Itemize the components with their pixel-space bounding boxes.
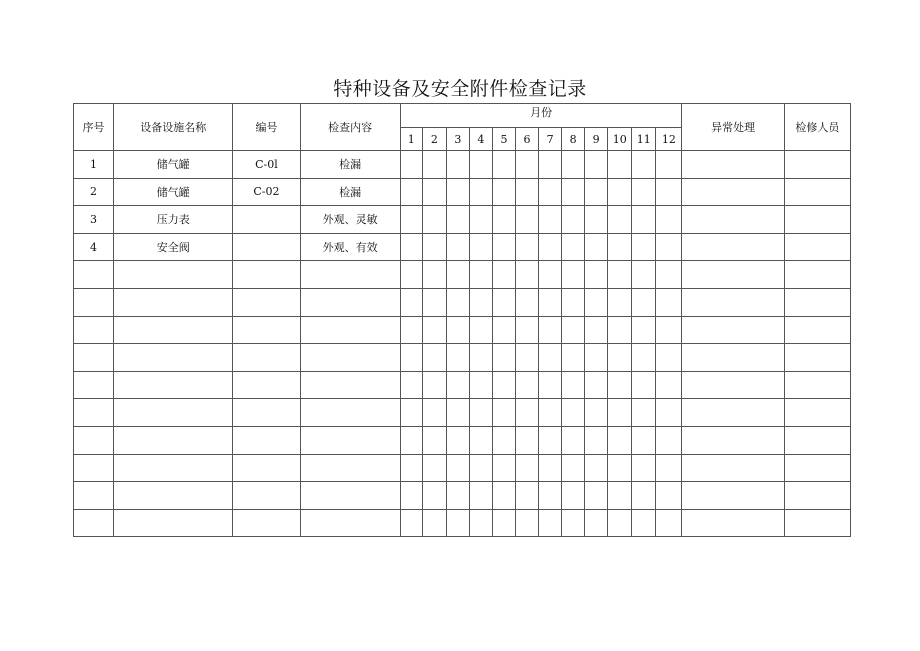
cell-inspector (784, 344, 850, 372)
cell-inspector (784, 426, 850, 454)
cell-month-5 (492, 261, 515, 289)
cell-month-2 (422, 344, 446, 372)
cell-code (233, 371, 300, 399)
cell-month-5 (492, 399, 515, 427)
cell-month-6 (516, 178, 539, 206)
cell-month-3 (446, 509, 469, 537)
cell-inspection-content: 外观、有效 (300, 233, 400, 261)
cell-month-1 (400, 399, 422, 427)
cell-month-10 (608, 288, 632, 316)
cell-code (233, 261, 300, 289)
cell-month-8 (562, 399, 585, 427)
cell-month-9 (585, 371, 608, 399)
cell-month-6 (516, 288, 539, 316)
cell-month-6 (516, 233, 539, 261)
cell-abnormal-handling (682, 399, 784, 427)
cell-month-6 (516, 454, 539, 482)
cell-month-10 (608, 426, 632, 454)
cell-month-2 (422, 454, 446, 482)
cell-seq: 3 (74, 206, 114, 234)
cell-inspection-content (300, 426, 400, 454)
cell-inspection-content (300, 288, 400, 316)
cell-month-3 (446, 316, 469, 344)
cell-month-2 (422, 482, 446, 510)
header-month-8: 8 (562, 128, 585, 151)
cell-month-8 (562, 482, 585, 510)
cell-abnormal-handling (682, 288, 784, 316)
cell-month-5 (492, 371, 515, 399)
header-month-9: 9 (585, 128, 608, 151)
cell-month-10 (608, 482, 632, 510)
cell-inspector (784, 288, 850, 316)
header-inspection-content: 检查内容 (300, 104, 400, 151)
cell-month-5 (492, 178, 515, 206)
cell-month-1 (400, 261, 422, 289)
table-row (74, 371, 851, 399)
cell-month-6 (516, 316, 539, 344)
cell-month-4 (469, 482, 492, 510)
cell-month-3 (446, 178, 469, 206)
cell-inspection-content: 外观、灵敏 (300, 206, 400, 234)
cell-month-11 (632, 454, 656, 482)
cell-inspection-content (300, 261, 400, 289)
cell-month-2 (422, 371, 446, 399)
cell-month-10 (608, 206, 632, 234)
cell-month-9 (585, 399, 608, 427)
cell-month-10 (608, 233, 632, 261)
header-month-6: 6 (516, 128, 539, 151)
cell-inspector (784, 482, 850, 510)
cell-month-5 (492, 206, 515, 234)
cell-facility-name: 安全阀 (114, 233, 233, 261)
cell-month-8 (562, 426, 585, 454)
cell-month-1 (400, 178, 422, 206)
cell-month-12 (656, 233, 682, 261)
cell-month-8 (562, 371, 585, 399)
cell-facility-name (114, 399, 233, 427)
cell-inspection-content (300, 454, 400, 482)
cell-abnormal-handling (682, 509, 784, 537)
cell-month-3 (446, 426, 469, 454)
table-header (74, 104, 851, 151)
header-month-3: 3 (446, 128, 469, 151)
cell-month-1 (400, 482, 422, 510)
cell-month-10 (608, 151, 632, 179)
cell-month-11 (632, 233, 656, 261)
cell-abnormal-handling (682, 233, 784, 261)
table-row (74, 206, 851, 234)
cell-month-7 (539, 344, 562, 372)
cell-abnormal-handling (682, 426, 784, 454)
cell-month-3 (446, 399, 469, 427)
cell-inspector (784, 399, 850, 427)
cell-month-1 (400, 288, 422, 316)
cell-facility-name (114, 316, 233, 344)
cell-month-10 (608, 316, 632, 344)
cell-month-7 (539, 482, 562, 510)
cell-month-12 (656, 426, 682, 454)
cell-month-7 (539, 426, 562, 454)
cell-month-1 (400, 206, 422, 234)
table-row (74, 482, 851, 510)
cell-month-4 (469, 206, 492, 234)
cell-month-5 (492, 482, 515, 510)
cell-month-8 (562, 509, 585, 537)
header-month-1: 1 (400, 128, 422, 151)
cell-month-11 (632, 261, 656, 289)
cell-month-2 (422, 151, 446, 179)
cell-facility-name (114, 344, 233, 372)
cell-facility-name: 储气罐 (114, 178, 233, 206)
cell-month-10 (608, 178, 632, 206)
cell-month-1 (400, 371, 422, 399)
cell-inspection-content: 检漏 (300, 178, 400, 206)
cell-month-10 (608, 371, 632, 399)
cell-facility-name (114, 261, 233, 289)
cell-month-11 (632, 399, 656, 427)
cell-inspector (784, 206, 850, 234)
cell-month-6 (516, 261, 539, 289)
cell-month-12 (656, 261, 682, 289)
page-title: 特种设备及安全附件检查记录 (333, 78, 587, 100)
table-row (74, 261, 851, 289)
header-abnormal-handling: 异常处理 (682, 104, 784, 151)
cell-month-12 (656, 288, 682, 316)
cell-month-10 (608, 454, 632, 482)
cell-month-11 (632, 178, 656, 206)
cell-facility-name: 压力表 (114, 206, 233, 234)
cell-seq (74, 454, 114, 482)
cell-month-5 (492, 233, 515, 261)
table-row (74, 426, 851, 454)
cell-abnormal-handling (682, 178, 784, 206)
cell-month-11 (632, 509, 656, 537)
cell-seq: 4 (74, 233, 114, 261)
cell-facility-name (114, 426, 233, 454)
cell-month-5 (492, 426, 515, 454)
cell-month-9 (585, 206, 608, 234)
cell-month-7 (539, 399, 562, 427)
cell-month-7 (539, 371, 562, 399)
cell-inspector (784, 316, 850, 344)
cell-month-4 (469, 151, 492, 179)
cell-month-8 (562, 178, 585, 206)
table-row (74, 233, 851, 261)
cell-month-11 (632, 482, 656, 510)
cell-month-10 (608, 509, 632, 537)
cell-month-2 (422, 509, 446, 537)
cell-month-1 (400, 509, 422, 537)
cell-month-2 (422, 178, 446, 206)
cell-month-11 (632, 151, 656, 179)
cell-code (233, 344, 300, 372)
cell-code (233, 233, 300, 261)
table-body (74, 151, 851, 537)
header-month-11: 11 (632, 128, 656, 151)
cell-month-12 (656, 482, 682, 510)
cell-code (233, 316, 300, 344)
cell-month-11 (632, 371, 656, 399)
cell-facility-name (114, 371, 233, 399)
cell-month-3 (446, 344, 469, 372)
cell-month-11 (632, 206, 656, 234)
cell-month-12 (656, 206, 682, 234)
cell-facility-name (114, 288, 233, 316)
cell-inspector (784, 261, 850, 289)
cell-abnormal-handling (682, 316, 784, 344)
cell-code (233, 426, 300, 454)
cell-month-6 (516, 371, 539, 399)
cell-month-8 (562, 151, 585, 179)
cell-month-4 (469, 371, 492, 399)
cell-month-8 (562, 233, 585, 261)
cell-seq (74, 288, 114, 316)
cell-month-2 (422, 316, 446, 344)
cell-abnormal-handling (682, 261, 784, 289)
cell-month-9 (585, 233, 608, 261)
cell-month-2 (422, 426, 446, 454)
header-facility-name: 设备设施名称 (114, 104, 233, 151)
cell-code (233, 482, 300, 510)
cell-inspector (784, 233, 850, 261)
cell-facility-name (114, 482, 233, 510)
cell-abnormal-handling (682, 371, 784, 399)
header-inspector: 检修人员 (784, 104, 850, 151)
cell-seq (74, 399, 114, 427)
cell-abnormal-handling (682, 482, 784, 510)
cell-month-11 (632, 344, 656, 372)
cell-month-6 (516, 151, 539, 179)
cell-month-9 (585, 178, 608, 206)
cell-month-6 (516, 206, 539, 234)
cell-facility-name: 储气罐 (114, 151, 233, 179)
table-row (74, 509, 851, 537)
cell-month-7 (539, 233, 562, 261)
cell-abnormal-handling (682, 151, 784, 179)
cell-month-5 (492, 344, 515, 372)
cell-inspector (784, 509, 850, 537)
cell-seq (74, 482, 114, 510)
cell-code (233, 399, 300, 427)
cell-month-10 (608, 399, 632, 427)
cell-month-12 (656, 454, 682, 482)
cell-month-9 (585, 344, 608, 372)
header-month-4: 4 (469, 128, 492, 151)
cell-seq (74, 344, 114, 372)
cell-month-12 (656, 344, 682, 372)
cell-facility-name (114, 509, 233, 537)
cell-month-6 (516, 482, 539, 510)
cell-month-1 (400, 151, 422, 179)
cell-month-8 (562, 344, 585, 372)
cell-inspection-content (300, 482, 400, 510)
cell-month-1 (400, 344, 422, 372)
cell-month-8 (562, 288, 585, 316)
cell-inspection-content (300, 509, 400, 537)
cell-month-4 (469, 344, 492, 372)
cell-month-5 (492, 454, 515, 482)
cell-month-10 (608, 344, 632, 372)
cell-facility-name (114, 454, 233, 482)
cell-month-11 (632, 316, 656, 344)
cell-month-2 (422, 233, 446, 261)
cell-month-1 (400, 426, 422, 454)
cell-seq: 2 (74, 178, 114, 206)
cell-month-5 (492, 509, 515, 537)
cell-month-1 (400, 316, 422, 344)
cell-month-7 (539, 151, 562, 179)
cell-month-4 (469, 399, 492, 427)
cell-month-2 (422, 399, 446, 427)
header-month-group: 月份 (400, 104, 682, 128)
cell-month-3 (446, 261, 469, 289)
cell-month-12 (656, 509, 682, 537)
cell-inspector (784, 151, 850, 179)
cell-month-4 (469, 316, 492, 344)
header-seq: 序号 (74, 104, 114, 151)
header-month-10: 10 (608, 128, 632, 151)
cell-abnormal-handling (682, 454, 784, 482)
cell-month-7 (539, 206, 562, 234)
cell-inspector (784, 371, 850, 399)
cell-month-2 (422, 206, 446, 234)
cell-code: C-0l (233, 151, 300, 179)
cell-month-5 (492, 288, 515, 316)
cell-inspection-content (300, 371, 400, 399)
table-row (74, 288, 851, 316)
cell-month-2 (422, 288, 446, 316)
cell-month-9 (585, 316, 608, 344)
header-month-7: 7 (539, 128, 562, 151)
cell-month-9 (585, 151, 608, 179)
cell-month-12 (656, 178, 682, 206)
header-month-2: 2 (422, 128, 446, 151)
header-month-5: 5 (492, 128, 515, 151)
cell-inspector (784, 178, 850, 206)
cell-month-8 (562, 261, 585, 289)
cell-month-4 (469, 426, 492, 454)
cell-month-12 (656, 151, 682, 179)
cell-month-8 (562, 454, 585, 482)
cell-month-9 (585, 261, 608, 289)
cell-abnormal-handling (682, 206, 784, 234)
table-row (74, 344, 851, 372)
cell-month-9 (585, 426, 608, 454)
cell-month-12 (656, 316, 682, 344)
cell-month-8 (562, 316, 585, 344)
cell-month-3 (446, 151, 469, 179)
cell-inspection-content: 检漏 (300, 151, 400, 179)
cell-month-10 (608, 261, 632, 289)
cell-month-4 (469, 288, 492, 316)
cell-month-6 (516, 509, 539, 537)
cell-month-3 (446, 233, 469, 261)
cell-month-7 (539, 509, 562, 537)
cell-month-7 (539, 288, 562, 316)
cell-code (233, 454, 300, 482)
cell-month-7 (539, 261, 562, 289)
cell-month-6 (516, 426, 539, 454)
cell-abnormal-handling (682, 344, 784, 372)
cell-month-9 (585, 454, 608, 482)
cell-month-7 (539, 316, 562, 344)
cell-month-3 (446, 454, 469, 482)
cell-month-6 (516, 344, 539, 372)
cell-code: C-02 (233, 178, 300, 206)
cell-seq (74, 316, 114, 344)
cell-month-6 (516, 399, 539, 427)
cell-code (233, 509, 300, 537)
cell-month-7 (539, 178, 562, 206)
cell-inspection-content (300, 399, 400, 427)
table-row (74, 399, 851, 427)
cell-month-4 (469, 454, 492, 482)
cell-month-5 (492, 151, 515, 179)
cell-month-12 (656, 371, 682, 399)
cell-month-1 (400, 233, 422, 261)
table-row (74, 454, 851, 482)
cell-month-5 (492, 316, 515, 344)
cell-month-12 (656, 399, 682, 427)
cell-month-9 (585, 509, 608, 537)
cell-month-4 (469, 178, 492, 206)
cell-seq (74, 371, 114, 399)
cell-month-4 (469, 261, 492, 289)
cell-month-3 (446, 371, 469, 399)
cell-code (233, 288, 300, 316)
cell-month-9 (585, 482, 608, 510)
cell-month-3 (446, 288, 469, 316)
cell-month-11 (632, 288, 656, 316)
cell-month-3 (446, 482, 469, 510)
cell-month-1 (400, 454, 422, 482)
cell-inspection-content (300, 316, 400, 344)
cell-month-4 (469, 509, 492, 537)
cell-month-3 (446, 206, 469, 234)
cell-month-7 (539, 454, 562, 482)
cell-seq (74, 426, 114, 454)
cell-month-8 (562, 206, 585, 234)
header-month-12: 12 (656, 128, 682, 151)
table-row (74, 316, 851, 344)
cell-seq: 1 (74, 151, 114, 179)
cell-inspection-content (300, 344, 400, 372)
cell-month-2 (422, 261, 446, 289)
cell-month-9 (585, 288, 608, 316)
cell-code (233, 206, 300, 234)
table-row (74, 178, 851, 206)
cell-month-4 (469, 233, 492, 261)
header-code: 编号 (233, 104, 300, 151)
table-row (74, 151, 851, 179)
cell-seq (74, 509, 114, 537)
cell-month-11 (632, 426, 656, 454)
inspection-record-table (73, 103, 851, 537)
cell-seq (74, 261, 114, 289)
cell-inspector (784, 454, 850, 482)
